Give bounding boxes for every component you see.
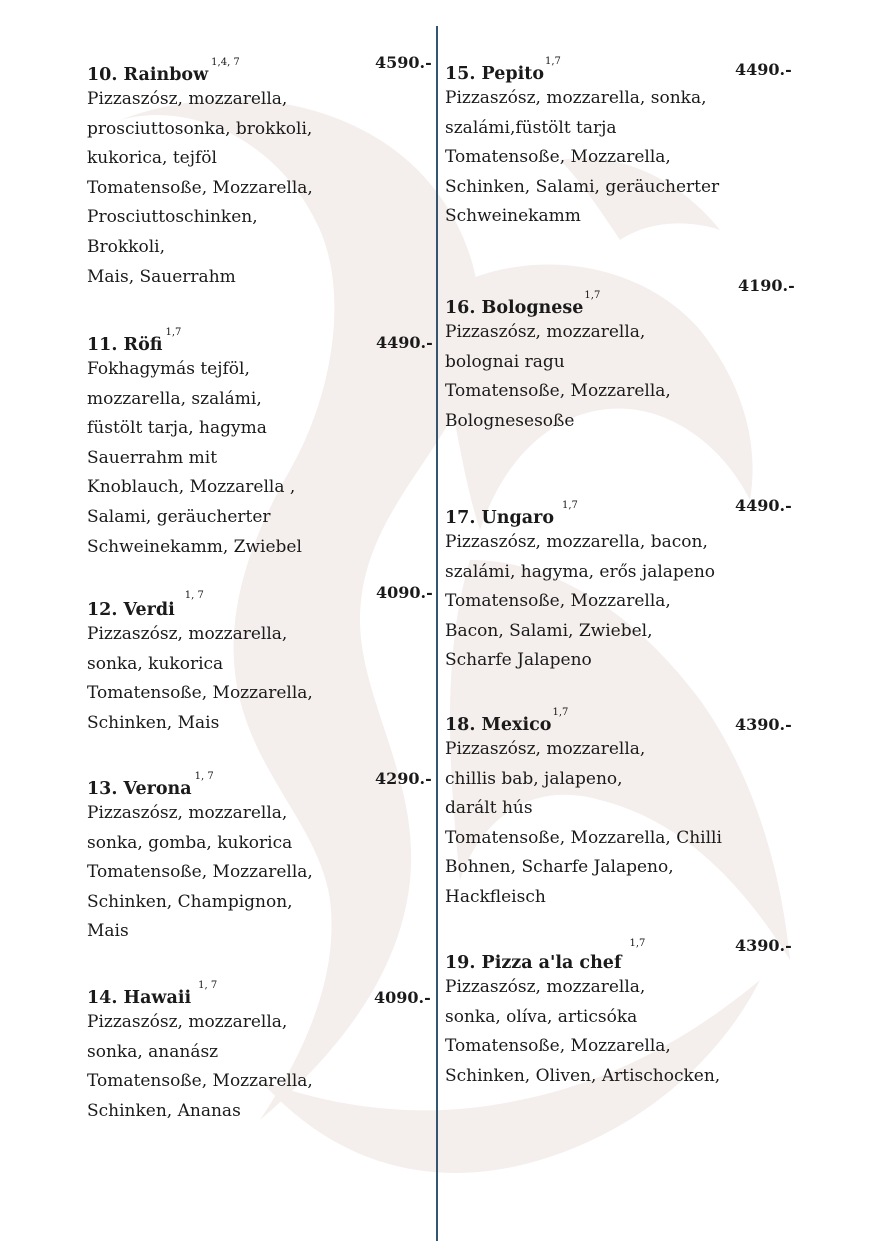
description-line: Pizzaszósz, mozzarella, <box>445 322 646 342</box>
description-line: darált hús <box>445 798 533 819</box>
item-name: 13. Verona$^{1, 7}$ <box>87 771 214 799</box>
item-price: 4090.- <box>374 988 431 1007</box>
description-line: Schweinekamm <box>445 206 581 227</box>
item-description <box>445 84 805 232</box>
description-line: Tomatensoße, Mozzarella, <box>87 683 313 704</box>
menu-item-header <box>445 498 805 528</box>
description-line: Pizzaszósz, mozzarella, bacon, <box>445 532 708 552</box>
menu-item-ungaro <box>445 498 805 676</box>
description-line: Mais, Sauerrahm <box>87 266 236 287</box>
description-line: sonka, ananász <box>87 1041 219 1062</box>
description-line: szalámi, hagyma, erős jalapeno <box>445 561 716 582</box>
description-line: sonka, olíva, articsóka <box>445 1006 638 1027</box>
item-name: 19. Pizza a'la chef$^{1,7}$ <box>445 938 646 973</box>
description-line: Pizzaszósz, mozzarella, <box>87 1012 288 1032</box>
item-description <box>87 620 447 738</box>
allergen-codes: 1,7 <box>562 500 578 511</box>
description-line: Tomatensoße, Mozzarella, <box>445 147 671 168</box>
description-line: Pizzaszósz, mozzarella, sonka, <box>445 88 707 108</box>
description-line: Pizzaszósz, mozzarella, <box>445 739 646 759</box>
allergen-codes: 1, 7 <box>198 980 218 991</box>
description-line: kukorica, tejföl <box>87 148 217 169</box>
description-line: Bacon, Salami, Zwiebel, <box>445 620 653 641</box>
menu-item-header <box>445 705 805 735</box>
description-line: Tomatensoße, Mozzarella, <box>445 381 671 402</box>
description-line: Tomatensoße, Mozzarella, <box>445 591 671 612</box>
description-line: chillis bab, jalapeno, <box>445 768 623 789</box>
description-line: Sauerrahm mit <box>87 447 218 468</box>
menu-item-header <box>87 978 447 1008</box>
description-line: Tomatensoße, Mozzarella, <box>87 1071 313 1092</box>
item-price: 4390.- <box>735 936 792 955</box>
description-line: Schweinekamm, Zwiebel <box>87 536 302 557</box>
description-line: Mais <box>87 921 129 942</box>
menu-item-header <box>445 54 805 84</box>
menu-item-rainbow <box>87 55 447 292</box>
item-description <box>87 355 447 562</box>
menu-item-hawaii <box>87 978 447 1126</box>
description-line: Salami, geräucherter <box>87 506 271 527</box>
description-line: Fokhagymás tejföl, <box>87 359 250 379</box>
description-line: Schinken, Ananas <box>87 1100 241 1121</box>
allergen-codes: 1, 7 <box>194 771 214 782</box>
description-line: prosciuttosonka, brokkoli, <box>87 118 313 139</box>
description-line: szalámi,füstölt tarja <box>445 117 617 138</box>
description-line: Schinken, Champignon, <box>87 891 293 912</box>
allergen-codes: 1,7 <box>584 290 601 301</box>
menu-item-header <box>445 276 805 318</box>
description-line: Pizzaszósz, mozzarella, <box>445 977 646 997</box>
description-line: Scharfe Jalapeno <box>445 650 592 671</box>
item-name: 10. Rainbow$^{1,4, 7}$ <box>87 57 240 85</box>
description-line: Brokkoli, <box>87 236 165 257</box>
item-price: 4390.- <box>735 715 792 734</box>
allergen-codes: 1,7 <box>629 938 646 949</box>
description-line: Tomatensoße, Mozzarella, <box>87 177 313 198</box>
menu-item-header <box>87 583 447 620</box>
item-description <box>87 799 447 947</box>
item-price: 4190.- <box>738 276 795 295</box>
item-name: 14. Hawaii$^{1, 7}$ <box>87 980 218 1008</box>
item-price: 4490.- <box>735 60 792 79</box>
menu-item-mexico <box>445 705 805 913</box>
item-price: 4490.- <box>735 496 792 515</box>
description-line: sonka, kukorica <box>87 653 224 674</box>
item-name: 15. Pepito$^{1,7}$ <box>445 56 561 84</box>
description-line: mozzarella, szalámi, <box>87 388 262 409</box>
menu-item-pepito <box>445 54 805 232</box>
description-line: Tomatensoße, Mozzarella, <box>445 1036 671 1057</box>
description-line: Prosciuttoschinken, <box>87 207 258 228</box>
item-name: 11. Röfi$^{1,7}$ <box>87 327 182 355</box>
description-line: Tomatensoße, Mozzarella, <box>87 862 313 883</box>
allergen-codes: 1,7 <box>552 707 569 718</box>
description-line: Tomatensoße, Mozzarella, Chilli <box>445 827 722 848</box>
allergen-codes: 1,7 <box>545 56 561 67</box>
item-price: 4090.- <box>376 583 433 602</box>
description-line: bolognai ragu <box>445 351 565 372</box>
description-line: Pizzaszósz, mozzarella, <box>87 624 288 644</box>
menu-item-rofi <box>87 325 447 562</box>
item-price: 4490.- <box>376 333 433 352</box>
menu-item-header <box>87 769 447 799</box>
item-name: 12. Verdi$^{1, 7}$ <box>87 590 204 620</box>
menu-item-verdi <box>87 583 447 738</box>
description-line: Pizzaszósz, mozzarella, <box>87 803 288 823</box>
description-line: Schinken, Oliven, Artischocken, <box>445 1065 721 1086</box>
menu-item-verona <box>87 769 447 947</box>
item-description <box>445 318 805 436</box>
description-line: Pizzaszósz, mozzarella, <box>87 89 288 109</box>
menu-item-bolognese <box>445 276 805 436</box>
item-name: 16. Bolognese$^{1,7}$ <box>445 290 601 318</box>
description-line: Schinken, Salami, geräucherter <box>445 176 720 197</box>
item-description <box>87 1008 447 1126</box>
item-price: 4290.- <box>375 769 432 788</box>
item-description <box>445 735 805 913</box>
item-description <box>445 528 805 676</box>
item-description <box>87 85 447 292</box>
description-line: Knoblauch, Mozzarella , <box>87 477 296 498</box>
allergen-codes: 1,7 <box>165 327 182 338</box>
allergen-codes: 1, 7 <box>184 590 204 601</box>
description-line: Hackfleisch <box>445 886 546 907</box>
menu-item-pizza-a-la-chef <box>445 936 805 1091</box>
description-line: Bohnen, Scharfe Jalapeno, <box>445 857 674 878</box>
description-line: sonka, gomba, kukorica <box>87 832 293 853</box>
menu-item-header <box>445 936 805 973</box>
menu-item-header <box>87 55 447 85</box>
description-line: füstölt tarja, hagyma <box>87 418 267 439</box>
item-price: 4590.- <box>375 53 432 72</box>
item-description <box>445 973 805 1091</box>
item-name: 18. Mexico$^{1,7}$ <box>445 707 569 735</box>
item-name: 17. Ungaro$^{1,7}$ <box>445 500 578 528</box>
description-line: Bolognesesoße <box>445 410 575 431</box>
menu-item-header <box>87 325 447 355</box>
description-line: Schinken, Mais <box>87 712 220 733</box>
allergen-codes: 1,4, 7 <box>211 57 240 68</box>
